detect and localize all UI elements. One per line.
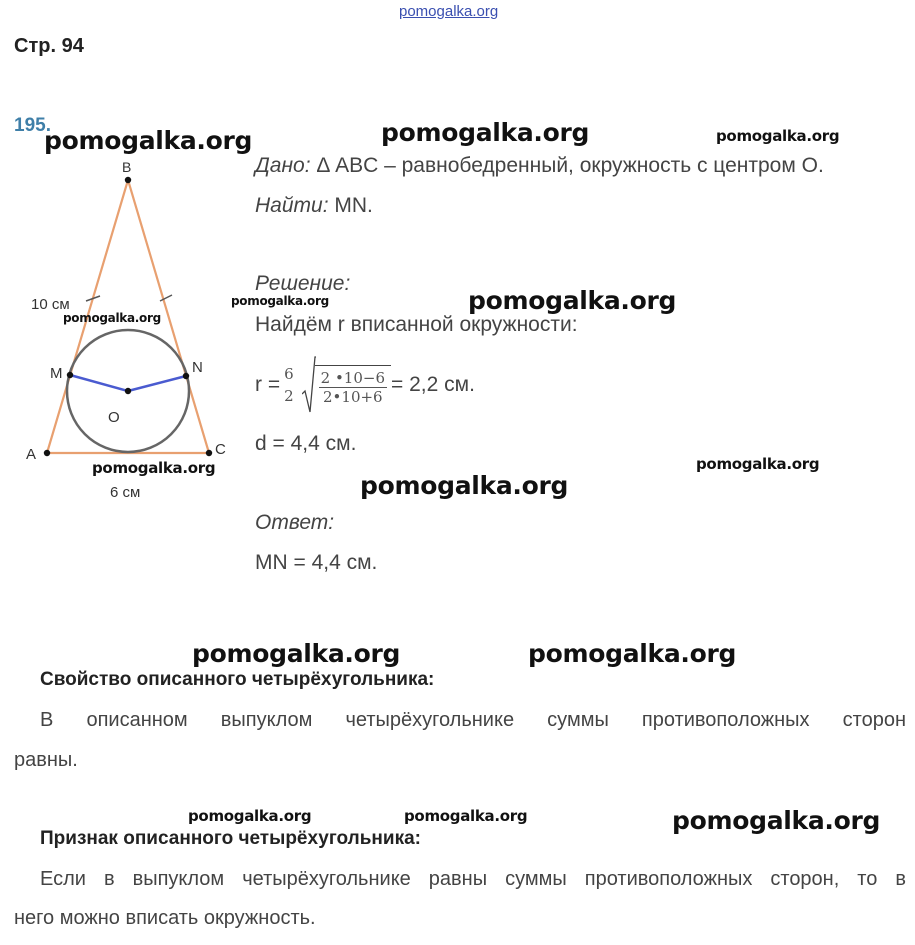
label-c: C	[215, 441, 226, 458]
radius-om	[70, 375, 128, 391]
watermark: pomogalka.org	[716, 127, 840, 145]
criterion-title: Признак описанного четырёхугольника:	[40, 828, 421, 849]
property-line-1: В описанном выпуклом четырёхугольнике суммы противоположных сторон	[40, 709, 906, 731]
watermark: pomogalka.org	[63, 311, 161, 325]
label-o: O	[108, 409, 120, 426]
point-b	[125, 177, 131, 183]
point-n	[183, 373, 189, 379]
given-text: Δ ABC – равнобедренный, окружность с центром O.	[310, 154, 824, 177]
criterion-line-1: Если в выпуклом четырёхугольнике равны суммы противоположных сторон, то в	[40, 868, 906, 890]
watermark: pomogalka.org	[672, 806, 881, 835]
root-fraction	[315, 365, 391, 406]
label-m: M	[50, 365, 63, 382]
criterion-line-2: него можно вписать окружность.	[14, 907, 316, 929]
watermark: pomogalka.org	[231, 294, 329, 308]
watermark: pomogalka.org	[92, 459, 216, 477]
given-line	[255, 154, 824, 178]
coef-numerator: 6	[284, 365, 294, 383]
task-number: 195.	[14, 115, 51, 136]
watermark: pomogalka.org	[188, 807, 312, 825]
coefficient-fraction	[282, 365, 296, 405]
property-title: Свойство описанного четырёхугольника:	[40, 669, 435, 690]
label-b: B	[122, 159, 132, 175]
point-m	[67, 372, 73, 378]
root-denominator: 2•10+6	[323, 387, 383, 406]
square-root-sign	[302, 356, 316, 414]
watermark: pomogalka.org	[468, 286, 677, 315]
label-a: A	[26, 446, 37, 463]
formula-r-prefix: r =	[255, 373, 281, 396]
top-watermark[interactable]: pomogalka.org	[399, 3, 499, 20]
radius-on	[128, 376, 186, 391]
watermark: pomogalka.org	[192, 639, 401, 668]
find-label: Найти:	[255, 194, 329, 217]
solution-intro: Найдём r вписанной окружности:	[255, 313, 578, 336]
diameter-line: d = 4,4 см.	[255, 432, 357, 455]
point-a	[44, 450, 50, 456]
coef-denominator: 2	[284, 387, 294, 405]
watermark: pomogalka.org	[528, 639, 737, 668]
side-length-label: 10 см	[31, 296, 70, 313]
watermark: pomogalka.org	[696, 455, 820, 473]
point-c	[206, 450, 212, 456]
answer-label: Ответ:	[255, 511, 335, 534]
point-o	[125, 388, 131, 394]
radius-formula	[255, 356, 475, 414]
triangle-figure	[0, 150, 245, 510]
watermark: pomogalka.org	[404, 807, 528, 825]
find-text: MN.	[328, 194, 373, 217]
watermark: pomogalka.org	[360, 471, 569, 500]
find-line	[255, 194, 373, 218]
base-length-label: 6 см	[110, 484, 141, 501]
page-number: Стр. 94	[14, 35, 84, 57]
given-label: Дано:	[255, 154, 311, 177]
property-line-2: равны.	[14, 749, 78, 771]
answer-text: MN = 4,4 см.	[255, 551, 378, 574]
label-n: N	[192, 359, 203, 376]
root-numerator: 2 •10−6	[320, 368, 385, 387]
formula-result: = 2,2 см.	[391, 373, 475, 396]
solution-label: Решение:	[255, 272, 351, 295]
watermark: pomogalka.org	[44, 126, 253, 155]
watermark: pomogalka.org	[381, 118, 590, 147]
